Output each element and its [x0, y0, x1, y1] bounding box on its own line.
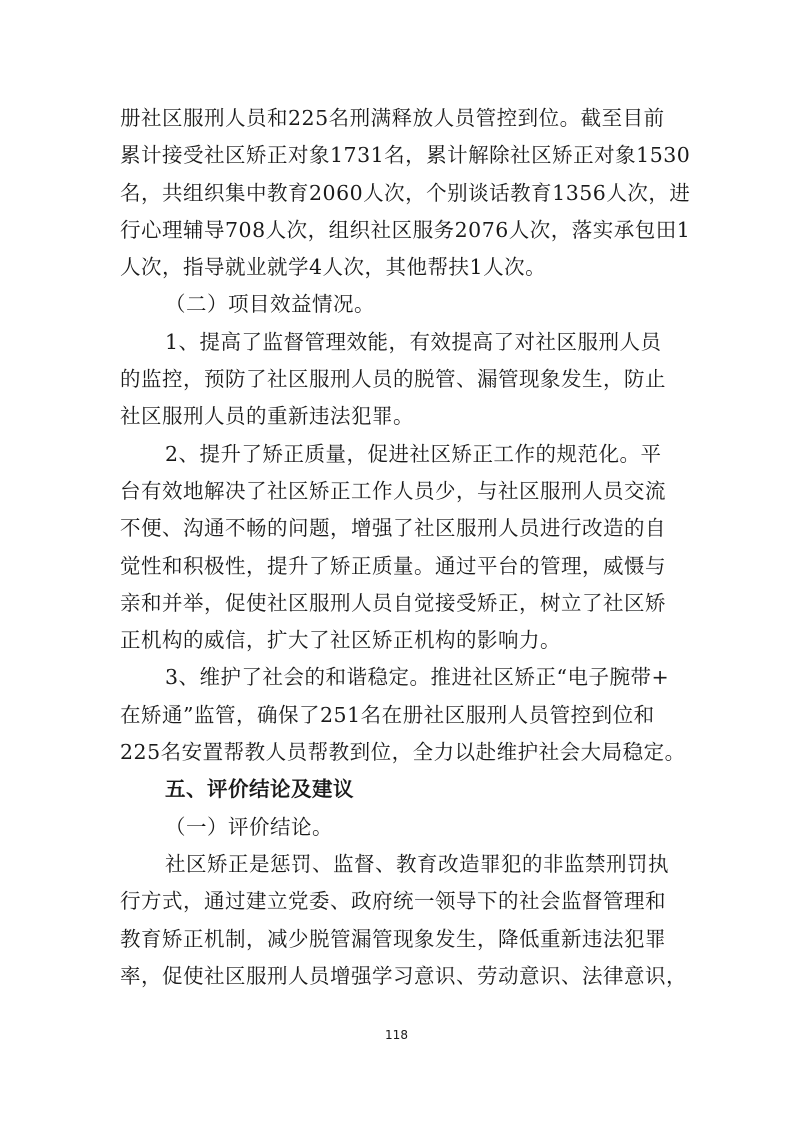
text-line: 的监控，预防了社区服刑人员的脱管、漏管现象发生，防止: [120, 367, 666, 392]
text-line: 2、提升了矫正质量，促进社区矫正工作的规范化。平: [165, 441, 662, 466]
text-line: 1、提高了监督管理效能，有效提高了对社区服刑人员: [165, 329, 662, 354]
body-text: [120, 100, 691, 995]
subheading-project-benefits: （二）项目效益情况。: [165, 292, 375, 317]
subheading-evaluation-conclusion: （一）评价结论。: [165, 814, 333, 839]
text-line: 不便、沟通不畅的问题，增强了社区服刑人员进行改造的自: [120, 516, 666, 541]
text-line: 教育矫正机制，减少脱管漏管现象发生，降低重新违法犯罪: [120, 926, 666, 951]
text-line: 台有效地解决了社区矫正工作人员少，与社区服刑人员交流: [120, 478, 666, 503]
text-line: 人次，指导就业就学4人次，其他帮扶1人次。: [120, 255, 547, 280]
text-line: 社区矫正是惩罚、监督、教育改造罪犯的非监禁刑罚执: [165, 851, 669, 876]
section-heading: 五、评价结论及建议: [165, 777, 354, 802]
text-line: 亲和并举，促使社区服刑人员自觉接受矫正，树立了社区矫: [120, 590, 666, 615]
text-line: 率，促使社区服刑人员增强学习意识、劳动意识、法律意识，: [120, 963, 687, 988]
text-line: 累计接受社区矫正对象1731名，累计解除社区矫正对象1530: [120, 143, 691, 168]
text-line: 行方式，通过建立党委、政府统一领导下的社会监督管理和: [120, 889, 666, 914]
page-number: 118: [385, 1028, 408, 1042]
text-line: 名，共组织集中教育2060人次，个别谈话教育1356人次，进: [120, 180, 691, 205]
text-line: 觉性和积极性，提升了矫正质量。通过平台的管理，威慑与: [120, 553, 666, 578]
text-line: 册社区服刑人员和225名刑满释放人员管控到位。截至目前: [120, 106, 665, 130]
text-line: 社区服刑人员的重新违法犯罪。: [120, 404, 414, 429]
text-line: 行心理辅导708人次，组织社区服务2076人次，落实承包田1: [120, 217, 691, 242]
text-line: 在矫通”监管，确保了251名在册社区服刑人员管控到位和: [120, 702, 655, 727]
text-line: 3、维护了社会的和谐稳定。推进社区矫正“电子腕带+: [165, 665, 670, 690]
text-line: 正机构的威信，扩大了社区矫正机构的影响力。: [120, 628, 561, 653]
text-line: 225名安置帮教人员帮教到位，全力以赴维护社会大局稳定。: [120, 740, 686, 765]
